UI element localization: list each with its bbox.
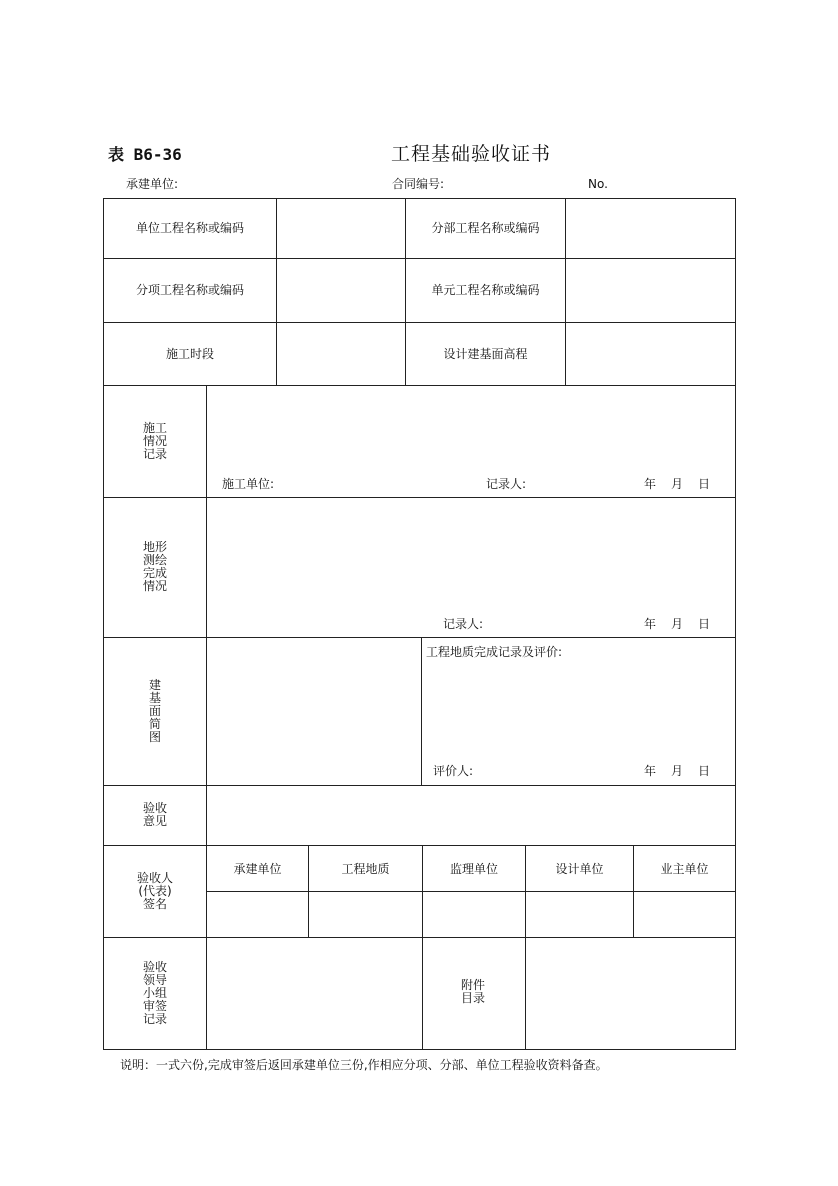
- attachment-list-field[interactable]: [526, 938, 735, 1049]
- signature-field-supervisor[interactable]: [423, 892, 525, 937]
- signature-field-owner[interactable]: [634, 892, 735, 937]
- terrain-survey-label: 地形 测绘 完成 情况: [142, 540, 167, 593]
- construction-record-label: 施工 情况 记录: [142, 421, 167, 461]
- construction-unit-label: 施工单位:: [222, 477, 275, 491]
- month-label: 月: [671, 477, 684, 491]
- signature-field-geology[interactable]: [309, 892, 422, 937]
- table-number: 表 B6-36: [108, 145, 182, 164]
- signature-field-builder[interactable]: [207, 892, 308, 937]
- attachment-list-label: 附件 目录: [460, 978, 485, 1005]
- design-elevation-field[interactable]: [566, 323, 735, 385]
- unit-project-label: 单位工程名称或编码: [135, 221, 244, 235]
- number-label: No.: [588, 177, 608, 191]
- month-label: 月: [671, 764, 684, 778]
- contract-number-label: 合同编号:: [392, 177, 445, 191]
- signer-column-owner: 业主单位: [660, 862, 709, 876]
- construction-period-label: 施工时段: [165, 347, 214, 361]
- leadership-record-label: 验收 领导 小组 审签 记录: [142, 960, 167, 1026]
- element-project-field[interactable]: [566, 259, 735, 322]
- evaluator-label: 评价人:: [433, 764, 474, 778]
- day-label: 日: [698, 477, 711, 491]
- day-label: 日: [698, 764, 711, 778]
- acceptance-opinion-label: 验收 意见: [142, 801, 167, 828]
- geology-evaluation-label: 工程地质完成记录及评价:: [426, 645, 563, 659]
- construction-period-field[interactable]: [277, 323, 405, 385]
- leadership-record-field[interactable]: [207, 938, 422, 1049]
- item-project-label: 分项工程名称或编码: [135, 283, 244, 297]
- recorder-label: 记录人:: [443, 617, 484, 631]
- sub-dept-project-label: 分部工程名称或编码: [431, 221, 540, 235]
- month-label: 月: [671, 617, 684, 631]
- foundation-sketch-field[interactable]: [207, 638, 421, 785]
- acceptance-opinion-field[interactable]: [207, 786, 735, 845]
- signers-label: 验收人 (代表) 签名: [136, 871, 173, 911]
- year-label: 年: [644, 617, 657, 631]
- signer-column-builder: 承建单位: [233, 862, 282, 876]
- signer-column-designer: 设计单位: [555, 862, 604, 876]
- unit-project-field[interactable]: [277, 199, 405, 258]
- foundation-sketch-label: 建 基 面 简 图: [148, 678, 161, 744]
- design-elevation-label: 设计建基面高程: [443, 347, 528, 361]
- signer-column-supervisor: 监理单位: [449, 862, 498, 876]
- item-project-field[interactable]: [277, 259, 405, 322]
- year-label: 年: [644, 477, 657, 491]
- builder-label: 承建单位:: [126, 177, 179, 191]
- element-project-label: 单元工程名称或编码: [431, 283, 540, 297]
- day-label: 日: [698, 617, 711, 631]
- recorder-label: 记录人:: [486, 477, 527, 491]
- year-label: 年: [644, 764, 657, 778]
- signer-column-geology: 工程地质: [341, 862, 390, 876]
- footnote: 说明：一式六份,完成审签后返回承建单位三份,作相应分项、分部、单位工程验收资料备查。: [120, 1058, 608, 1072]
- geology-evaluation-field[interactable]: [422, 662, 735, 762]
- page-title: 工程基础验收证书: [391, 143, 552, 165]
- sub-dept-project-field[interactable]: [566, 199, 735, 258]
- signature-field-designer[interactable]: [526, 892, 633, 937]
